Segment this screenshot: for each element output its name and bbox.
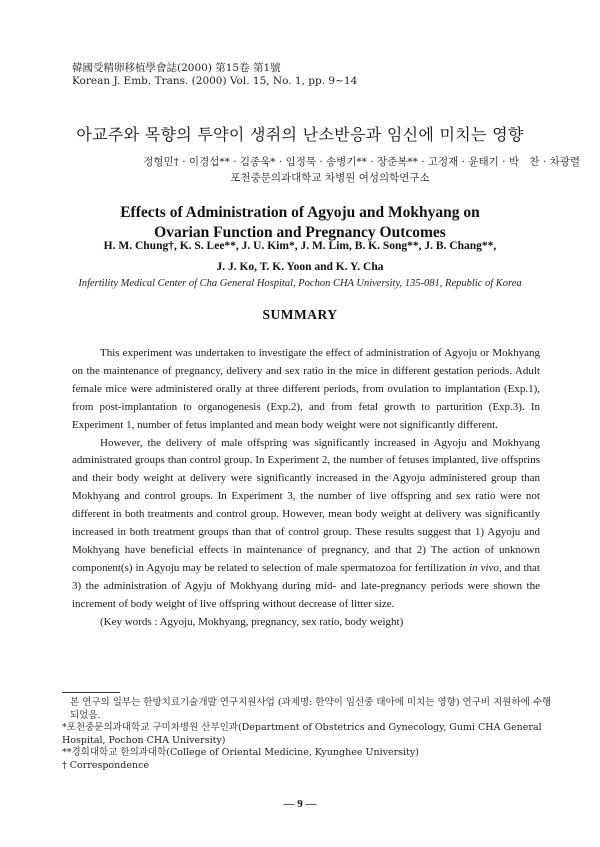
summary-paragraph-1: This experiment was undertaken to investigate the effect of administration of Agyoju or Mokhyang on the maintenance of pregnancy, delivery and sex ratio in the mice in different gestation periods. Adult female mice were administered orally at three different periods, from ovulation to implantation (Exp.1), from post-implantation to organogenesis (Exp.2), and from fetal growth to parturition (Exp.3). In Experiment 1, number of fetus implanted and mean body weight were not significantly different. xyxy=(72,347,540,431)
english-authors-line-1: H. M. Chung†, K. S. Lee**, J. U. Kim*, J. M. Lim, B. K. Song**, J. B. Chang**, xyxy=(103,240,497,252)
page-number: — 9 — xyxy=(283,798,317,810)
english-title-line-2: Ovarian Function and Pregnancy Outcomes xyxy=(154,224,446,241)
summary-paragraph-2 xyxy=(72,435,540,614)
journal-reference xyxy=(72,62,357,88)
keywords: (Key words : Agyoju, Mokhyang, pregnancy, sex ratio, body weight) xyxy=(100,615,404,628)
english-title-line-1: Effects of Administration of Agyoju and Mokhyang on xyxy=(120,204,480,221)
summary-body xyxy=(72,345,540,632)
footnote-funding: 본 연구의 일부는 한방치료기술개발 연구지원사업 (과제명: 한약이 임신중 태아에 미치는 영향) 연구비 지원하에 수행되었음. xyxy=(70,697,552,721)
summary-paragraph-2-part-1: However, the delivery of male offspring was significantly increased in Agyoju and Mokhyang administrated groups than control group. In Experiment 2, the number of fetuses implanted, live offsprins and their body weight at delivery were significantly increased in the Agyoju administered group than Mokhyang and control groups. In Experiment 3, the number of live offspring and sex ratio were not different in both treatments and control group. However, mean body weight at delivery was significantly increased in both treatment groups than that of control group. These results suggest that 1) Agyoju and Mokhyang have beneficial effects in maintenance of pregnancy, and that 2) The action of unknown component(s) in Agyoju may be related to selection of male spermatozoa for fertilization xyxy=(72,436,540,574)
english-authors xyxy=(0,236,600,278)
journal-reference-english: Korean J. Emb. Trans. (2000) Vol. 15, No. 1, pp. 9~14 xyxy=(72,75,358,87)
footnote-affiliation-kyunghee: **경희대학교 한의과대학(College of Oriental Medicine, Kyunghee University) xyxy=(62,747,419,758)
journal-reference-korean: 韓國受精卵移植學會誌(2000) 第15卷 第1號 xyxy=(72,62,281,74)
korean-title: 아교주와 목향의 투약이 생쥐의 난소반응과 임신에 미치는 영향 xyxy=(76,125,524,144)
footnote-divider xyxy=(62,692,120,693)
korean-affiliation: 포천중문의과대학교 차병원 여성의학연구소 xyxy=(230,172,430,184)
english-authors-line-2: J. J. Ko, T. K. Yoon and K. Y. Cha xyxy=(216,261,384,273)
footnote-affiliation-gumi: *포천중문의과대학교 구미차병원 산부인과(Department of Obstetrics and Gynecology, Gumi CHA General Hospital, Pochon CHA University) xyxy=(62,722,542,746)
korean-authors: 정형민† · 이경섭** · 김종욱* · 임정묵 · 송병기** · 장준복** · 고정재 · 윤태기 · 박 찬 · 차광렬 xyxy=(143,156,580,168)
in-vivo-term: in vivo xyxy=(469,561,499,574)
footnote-correspondence: † Correspondence xyxy=(62,759,150,771)
english-affiliation: Infertility Medical Center of Cha General Hospital, Pochon CHA University, 135-081, Republic of Korea xyxy=(78,278,522,289)
summary-heading: SUMMARY xyxy=(262,307,338,322)
summary-paragraph-2-part-2: , and that 3) the administration of Agyju of Mokhyang during mid- and late-pregnancy periods were shown the increment of body weight of live offspring without decrease of litter size. xyxy=(72,561,540,610)
footnotes xyxy=(62,697,552,772)
